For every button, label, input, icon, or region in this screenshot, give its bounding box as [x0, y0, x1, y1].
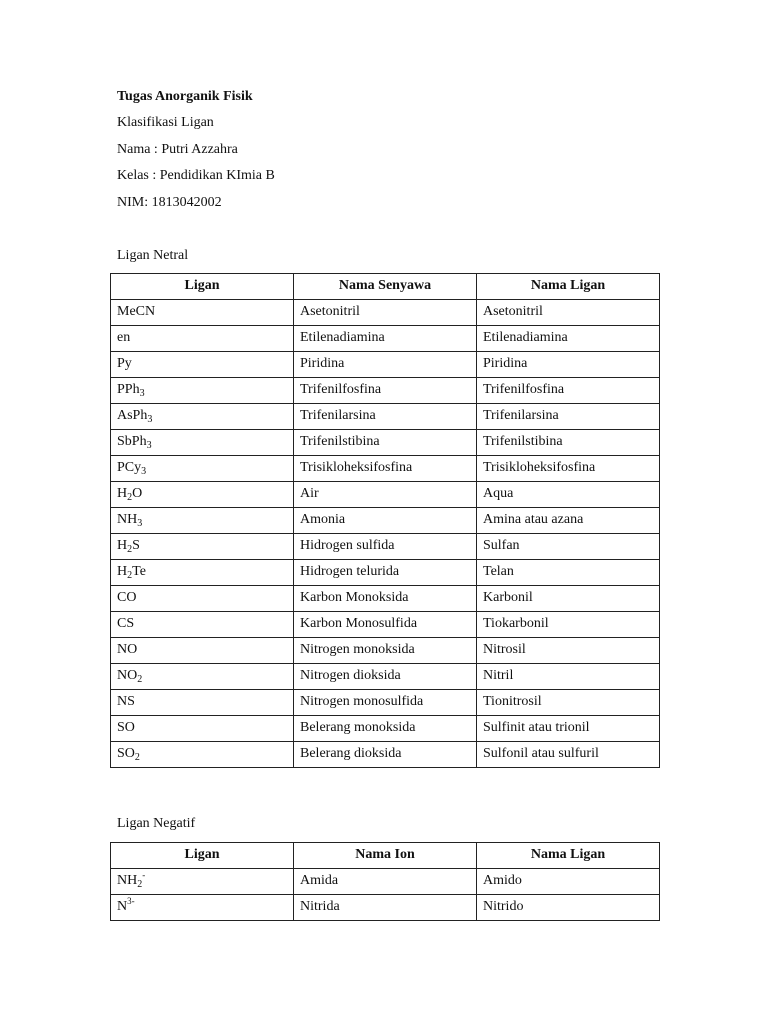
- table-row: [111, 742, 660, 768]
- section-heading-netral: Ligan Netral: [117, 248, 189, 263]
- formula-part: Te: [132, 564, 146, 579]
- cell-nama-senyawa: Trifenilarsina: [294, 404, 477, 430]
- cell-formula: [111, 300, 294, 326]
- cell-nama-ligan: Sulfonil atau sulfuril: [477, 742, 660, 768]
- cell-formula: [111, 560, 294, 586]
- cell-nama-ligan: Trifenilfosfina: [477, 378, 660, 404]
- formula-part: CO: [117, 590, 137, 605]
- table-body: [111, 300, 660, 768]
- table-row: [111, 895, 660, 921]
- column-header-nama-ion: Nama Ion: [294, 843, 477, 869]
- cell-formula: [111, 895, 294, 921]
- section-heading-negatif: Ligan Negatif: [117, 816, 196, 831]
- table-row: [111, 326, 660, 352]
- formula-part: H: [117, 564, 128, 579]
- formula-part: NH: [117, 873, 138, 888]
- cell-nama-ligan: Trifenilstibina: [477, 430, 660, 456]
- cell-nama-senyawa: Hidrogen telurida: [294, 560, 477, 586]
- cell-nama-senyawa: Nitrogen monosulfida: [294, 690, 477, 716]
- cell-nama-ligan: Nitril: [477, 664, 660, 690]
- formula-part: PCy: [117, 460, 142, 475]
- formula-part: MeCN: [117, 304, 156, 319]
- cell-formula: [111, 869, 294, 895]
- formula-part: NO: [117, 668, 138, 683]
- table-row: [111, 869, 660, 895]
- cell-nama-ligan: Tionitrosil: [477, 690, 660, 716]
- formula-part: 2: [134, 752, 140, 763]
- formula-part: CS: [117, 616, 135, 631]
- formula-part: SO: [117, 746, 135, 761]
- cell-formula: [111, 456, 294, 482]
- cell-nama-ligan: Trifenilarsina: [477, 404, 660, 430]
- cell-nama-senyawa: Etilenadiamina: [294, 326, 477, 352]
- formula-part: H: [117, 486, 128, 501]
- formula-part: O: [132, 486, 143, 501]
- cell-nama-senyawa: Karbon Monosulfida: [294, 612, 477, 638]
- ligand-table-negatif: [110, 842, 660, 921]
- formula-part: 2: [127, 492, 133, 503]
- cell-formula: [111, 638, 294, 664]
- cell-formula: [111, 482, 294, 508]
- formula-part: PPh: [117, 382, 140, 397]
- formula-part: AsPh: [117, 408, 148, 423]
- document-subtitle: Klasifikasi Ligan: [117, 115, 214, 130]
- formula-part: 3: [147, 414, 153, 425]
- column-header-nama-ligan: Nama Ligan: [477, 274, 660, 300]
- formula-part: 2: [127, 544, 133, 555]
- cell-nama-senyawa: Piridina: [294, 352, 477, 378]
- cell-nama-senyawa: Karbon Monoksida: [294, 586, 477, 612]
- cell-nama-ligan: Telan: [477, 560, 660, 586]
- cell-nama-ligan: Nitrido: [477, 895, 660, 921]
- table-body: [111, 869, 660, 921]
- table-row: [111, 664, 660, 690]
- cell-nama-senyawa: Asetonitril: [294, 300, 477, 326]
- cell-nama-senyawa: Nitrida: [294, 895, 477, 921]
- table-row: [111, 534, 660, 560]
- cell-nama-ligan: Trisikloheksifosfina: [477, 456, 660, 482]
- table-row: [111, 456, 660, 482]
- student-name: Nama : Putri Azzahra: [117, 142, 238, 157]
- table-row: [111, 482, 660, 508]
- formula-part: Py: [117, 356, 132, 371]
- cell-formula: [111, 430, 294, 456]
- table-row: [111, 560, 660, 586]
- formula-part: NS: [117, 694, 135, 709]
- cell-formula: [111, 534, 294, 560]
- cell-formula: [111, 508, 294, 534]
- cell-formula: [111, 404, 294, 430]
- table-row: [111, 690, 660, 716]
- formula-part: SbPh: [117, 434, 147, 449]
- cell-nama-ligan: Asetonitril: [477, 300, 660, 326]
- formula-part: -: [142, 870, 146, 880]
- cell-formula: [111, 352, 294, 378]
- cell-nama-senyawa: Hidrogen sulfida: [294, 534, 477, 560]
- cell-formula: [111, 690, 294, 716]
- cell-formula: [111, 742, 294, 768]
- formula-part: 2: [137, 674, 143, 685]
- cell-nama-ligan: Amido: [477, 869, 660, 895]
- cell-nama-senyawa: Amida: [294, 869, 477, 895]
- formula-part: 3-: [127, 896, 135, 906]
- formula-part: 3: [139, 388, 145, 399]
- column-header-nama-senyawa: Nama Senyawa: [294, 274, 477, 300]
- cell-nama-senyawa: Belerang dioksida: [294, 742, 477, 768]
- table-row: [111, 404, 660, 430]
- cell-nama-ligan: Etilenadiamina: [477, 326, 660, 352]
- cell-nama-ligan: Karbonil: [477, 586, 660, 612]
- formula-part: SO: [117, 720, 135, 735]
- cell-nama-ligan: Sulfan: [477, 534, 660, 560]
- cell-nama-senyawa: Nitrogen dioksida: [294, 664, 477, 690]
- cell-nama-senyawa: Belerang monoksida: [294, 716, 477, 742]
- document-title: Tugas Anorganik Fisik: [117, 89, 253, 104]
- column-header-ligan: Ligan: [111, 843, 294, 869]
- cell-nama-senyawa: Trifenilfosfina: [294, 378, 477, 404]
- cell-nama-senyawa: Nitrogen monoksida: [294, 638, 477, 664]
- table-row: [111, 430, 660, 456]
- cell-formula: [111, 664, 294, 690]
- formula-part: 2: [127, 570, 133, 581]
- cell-formula: [111, 716, 294, 742]
- formula-part: N: [117, 899, 128, 914]
- column-header-ligan: Ligan: [111, 274, 294, 300]
- cell-nama-ligan: Piridina: [477, 352, 660, 378]
- formula-part: 3: [141, 466, 147, 477]
- formula-part: 3: [137, 518, 143, 529]
- cell-nama-senyawa: Air: [294, 482, 477, 508]
- formula-part: 2: [137, 879, 143, 890]
- formula-part: H: [117, 538, 128, 553]
- cell-nama-senyawa: Trisikloheksifosfina: [294, 456, 477, 482]
- cell-formula: [111, 326, 294, 352]
- column-header-nama-ligan: Nama Ligan: [477, 843, 660, 869]
- student-nim: NIM: 1813042002: [117, 195, 222, 210]
- cell-nama-senyawa: Amonia: [294, 508, 477, 534]
- cell-nama-senyawa: Trifenilstibina: [294, 430, 477, 456]
- table-row: [111, 300, 660, 326]
- formula-part: NO: [117, 642, 138, 657]
- table-row: [111, 638, 660, 664]
- cell-nama-ligan: Tiokarbonil: [477, 612, 660, 638]
- cell-formula: [111, 586, 294, 612]
- table-row: [111, 586, 660, 612]
- ligand-table-netral: [110, 273, 660, 768]
- table-row: [111, 508, 660, 534]
- table-row: [111, 612, 660, 638]
- formula-part: 3: [146, 440, 152, 451]
- cell-nama-ligan: Amina atau azana: [477, 508, 660, 534]
- formula-part: S: [132, 538, 140, 553]
- cell-nama-ligan: Sulfinit atau trionil: [477, 716, 660, 742]
- cell-formula: [111, 378, 294, 404]
- cell-formula: [111, 612, 294, 638]
- table-header-row: [111, 274, 660, 300]
- student-class: Kelas : Pendidikan KImia B: [117, 168, 275, 183]
- table-header-row: [111, 843, 660, 869]
- table-row: [111, 352, 660, 378]
- table-row: [111, 378, 660, 404]
- cell-nama-ligan: Aqua: [477, 482, 660, 508]
- formula-part: en: [117, 330, 131, 345]
- cell-nama-ligan: Nitrosil: [477, 638, 660, 664]
- table-row: [111, 716, 660, 742]
- formula-part: NH: [117, 512, 138, 527]
